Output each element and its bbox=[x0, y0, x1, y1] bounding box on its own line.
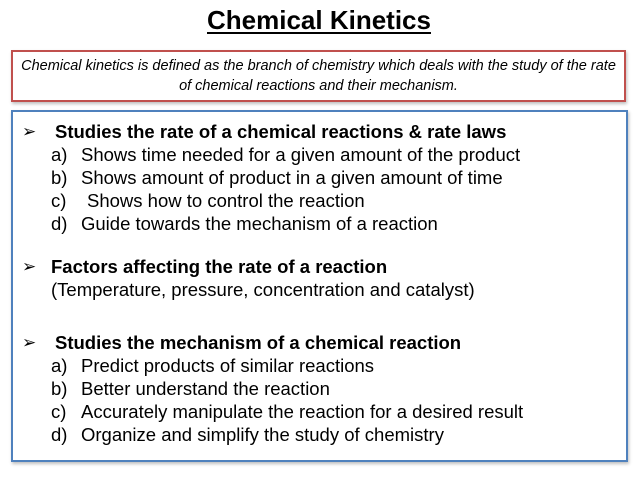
section-heading: Studies the rate of a chemical reactions & rate laws bbox=[55, 121, 507, 142]
arrow-bullet-icon: ➢ bbox=[22, 333, 37, 352]
list-item bbox=[13, 189, 626, 212]
list-item-text: Shows time needed for a given amount of the product bbox=[81, 144, 521, 165]
factors-note: (Temperature, pressure, concentration and catalyst) bbox=[51, 279, 475, 300]
list-item bbox=[13, 423, 626, 446]
list-item-text: Better understand the reaction bbox=[81, 378, 330, 399]
list-marker: c) bbox=[51, 401, 67, 422]
section-heading: Factors affecting the rate of a reaction bbox=[51, 256, 388, 277]
page-title: Chemical Kinetics bbox=[207, 5, 431, 35]
arrow-bullet-icon: ➢ bbox=[22, 122, 37, 141]
bullet-line bbox=[13, 255, 626, 278]
list-marker: b) bbox=[51, 167, 68, 188]
list-item bbox=[13, 377, 626, 400]
section-heading: Studies the mechanism of a chemical reaction bbox=[55, 332, 462, 353]
section-note bbox=[13, 278, 626, 301]
list-item-text: Guide towards the mechanism of a reaction bbox=[81, 213, 438, 234]
section-mechanism bbox=[13, 331, 626, 446]
list-marker: d) bbox=[51, 424, 68, 445]
list-item-text: Shows amount of product in a given amount of time bbox=[81, 167, 503, 188]
content-box bbox=[11, 110, 628, 462]
list-marker: d) bbox=[51, 213, 68, 234]
list-item bbox=[13, 166, 626, 189]
list-item bbox=[13, 212, 626, 235]
list-item-text: Shows how to control the reaction bbox=[87, 190, 365, 211]
section-factors bbox=[13, 255, 626, 301]
list-marker: a) bbox=[51, 144, 68, 165]
definition-box bbox=[11, 50, 626, 102]
list-item-text: Predict products of similar reactions bbox=[81, 355, 375, 376]
bullet-line bbox=[13, 120, 626, 143]
arrow-bullet-icon: ➢ bbox=[22, 257, 37, 276]
list-marker: a) bbox=[51, 355, 68, 376]
section-rate-laws bbox=[13, 120, 626, 235]
definition-text: Chemical kinetics is defined as the branch of chemistry which deals with the study of the rate of chemical reactions and their mechanism. bbox=[21, 58, 616, 94]
list-item bbox=[13, 400, 626, 423]
list-item bbox=[13, 143, 626, 166]
list-marker: c) bbox=[51, 190, 67, 211]
list-item-text: Accurately manipulate the reaction for a desired result bbox=[81, 401, 524, 422]
bullet-line bbox=[13, 331, 626, 354]
list-item bbox=[13, 354, 626, 377]
list-marker: b) bbox=[51, 378, 68, 399]
list-item-text: Organize and simplify the study of chemistry bbox=[81, 424, 444, 445]
